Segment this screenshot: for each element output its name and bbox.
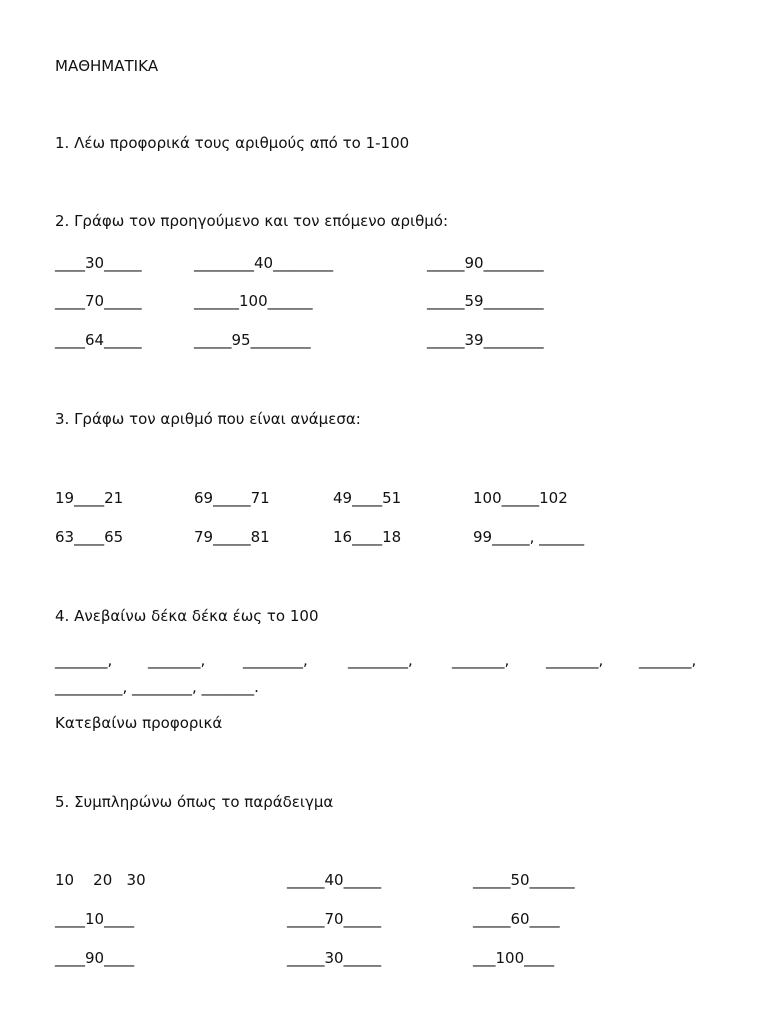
q2-r3-c3: _____39________ bbox=[427, 331, 544, 349]
q1-heading: 1. Λέω προφορικά τους αριθμούς από το 1-100 bbox=[55, 134, 410, 152]
q5-r1-c2: _____40_____ bbox=[287, 871, 382, 889]
q4-note: Κατεβαίνω προφορικά bbox=[55, 714, 223, 732]
q5-r3-c3: ___100____ bbox=[473, 949, 555, 967]
q5-r2-c1: ____10____ bbox=[55, 910, 135, 928]
q3-r1-c4: 100_____102 bbox=[473, 489, 568, 507]
q3-r1-c3: 49____51 bbox=[333, 489, 402, 507]
q3-r1-c1: 19____21 bbox=[55, 489, 124, 507]
q5-r2-c2: _____70_____ bbox=[287, 910, 382, 928]
q4-blank-2: _______, bbox=[148, 651, 206, 669]
q2-r2-c2: ______100______ bbox=[194, 292, 313, 310]
q4-blank-3: ________, bbox=[243, 651, 308, 669]
q4-blank-4: ________, bbox=[348, 651, 413, 669]
q5-r1-c1: 10 20 30 bbox=[55, 871, 146, 889]
q4-heading: 4. Ανεβαίνω δέκα δέκα έως το 100 bbox=[55, 607, 319, 625]
page-title: ΜΑΘΗΜΑΤΙΚΑ bbox=[55, 57, 159, 75]
q2-r2-c3: _____59________ bbox=[427, 292, 544, 310]
q4-blanks-row2: _________, ________, _______. bbox=[55, 678, 259, 696]
q3-r2-c1: 63____65 bbox=[55, 528, 124, 546]
q5-r3-c1: ____90____ bbox=[55, 949, 135, 967]
q2-r1-c3: _____90________ bbox=[427, 254, 544, 272]
q3-r2-c3: 16____18 bbox=[333, 528, 402, 546]
q2-heading: 2. Γράφω τον προηγούμενο και τον επόμενο αριθμό: bbox=[55, 212, 449, 230]
q2-r3-c1: ____64_____ bbox=[55, 331, 142, 349]
q3-r1-c2: 69_____71 bbox=[194, 489, 270, 507]
q2-r2-c1: ____70_____ bbox=[55, 292, 142, 310]
q2-r1-c1: ____30_____ bbox=[55, 254, 142, 272]
q4-blank-1: _______, bbox=[55, 651, 113, 669]
q3-heading: 3. Γράφω τον αριθμό που είναι ανάμεσα: bbox=[55, 410, 361, 428]
q4-blank-5: _______, bbox=[452, 651, 510, 669]
q3-r2-c4: 99_____, ______ bbox=[473, 528, 585, 546]
q4-blank-6: _______, bbox=[546, 651, 604, 669]
q5-r1-c3: _____50______ bbox=[473, 871, 575, 889]
q4-blank-7: _______, bbox=[639, 651, 697, 669]
q2-r1-c2: ________40________ bbox=[194, 254, 334, 272]
q5-r3-c2: _____30_____ bbox=[287, 949, 382, 967]
q2-r3-c2: _____95________ bbox=[194, 331, 311, 349]
q5-heading: 5. Συμπληρώνω όπως το παράδειγμα bbox=[55, 793, 334, 811]
q3-r2-c2: 79_____81 bbox=[194, 528, 270, 546]
q5-r2-c3: _____60____ bbox=[473, 910, 560, 928]
